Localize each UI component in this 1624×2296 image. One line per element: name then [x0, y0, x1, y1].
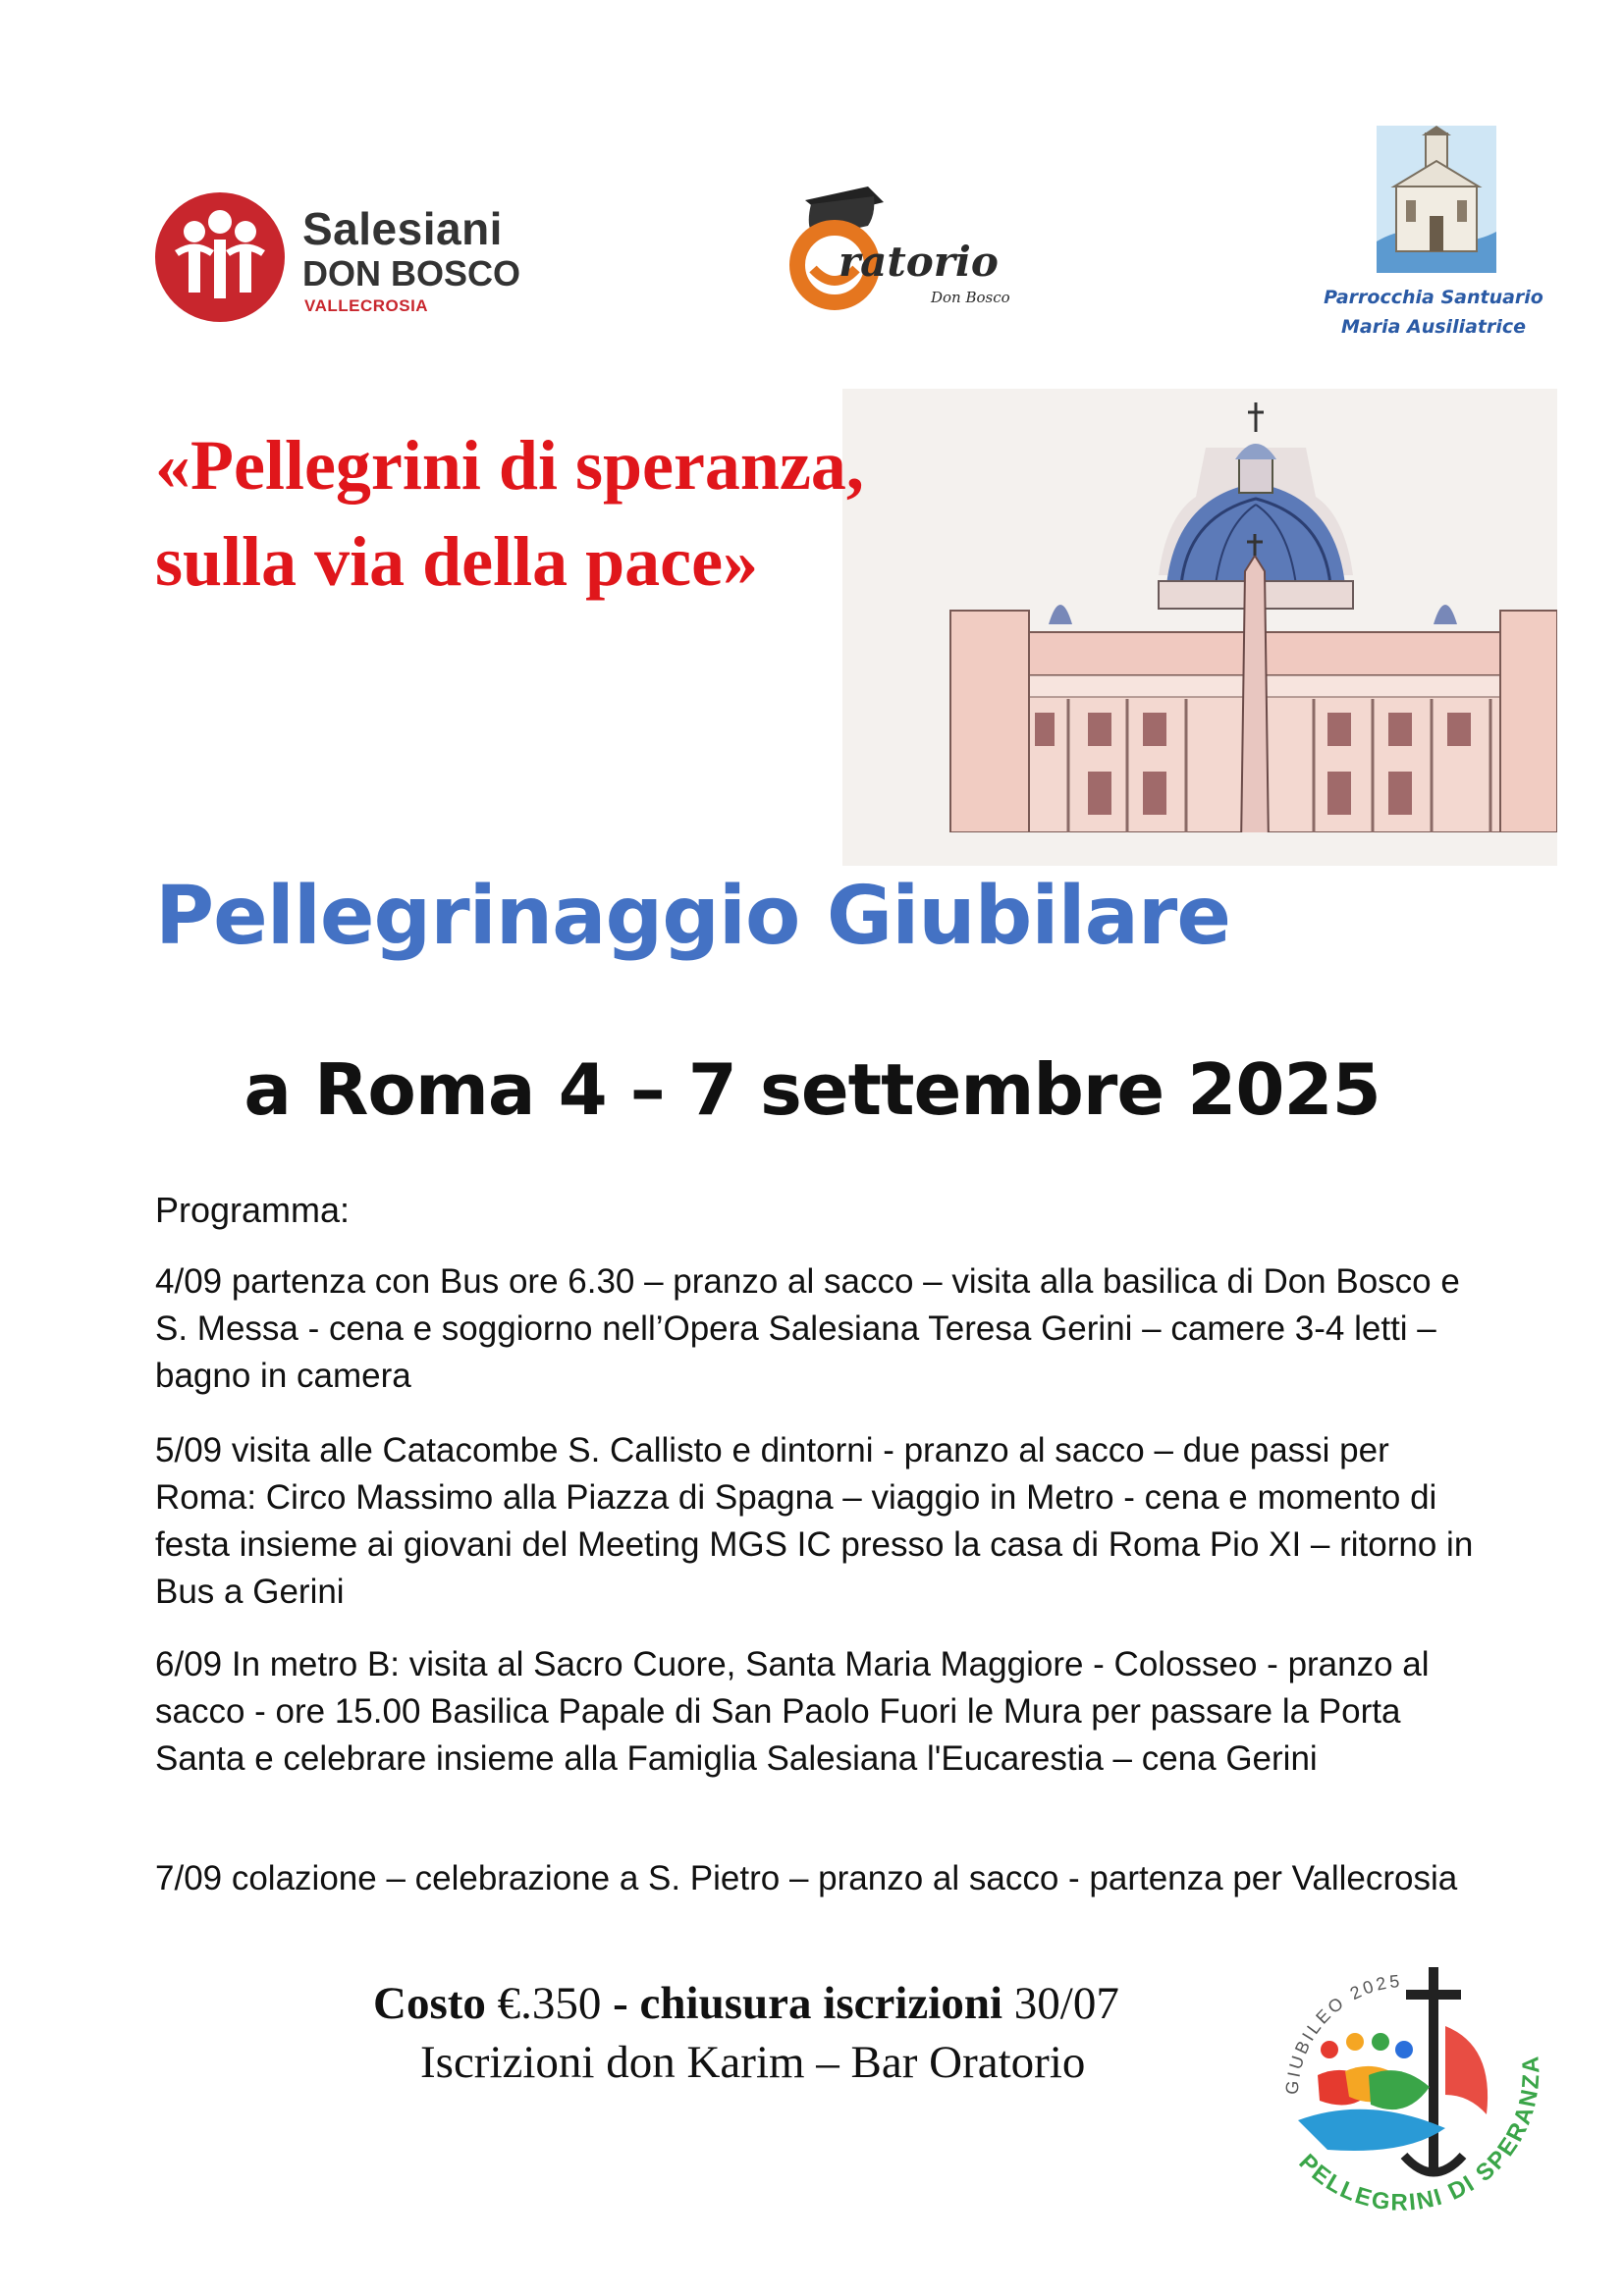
title-line-2: sulla via della pace»	[155, 522, 759, 601]
cost-line	[373, 1977, 1119, 2030]
salesiani-emblem-icon	[155, 192, 285, 322]
church-icon	[1377, 126, 1496, 273]
parrocchia-line-2: Maria Ausiliatrice	[1340, 316, 1527, 338]
program-label: Programma:	[155, 1190, 351, 1230]
oratorio-logo	[785, 179, 1051, 316]
program-day-3: 6/09 In metro B: visita al Sacro Cuore, Santa Maria Maggiore - Colosseo - pranzo al sacco - ore 15.00 Basilica Papale di San Paolo Fuori le Mura per passare la Porta Santa e celebrare insieme alla Famiglia Salesiana l'Eucarestia – cena Gerini	[155, 1645, 1430, 1778]
parrocchia-logo-text	[1316, 283, 1551, 342]
salesiani-logo-city: VALLECROSIA	[304, 296, 429, 315]
program-day-1: 4/09 partenza con Bus ore 6.30 – pranzo al sacco – visita alla basilica di Don Bosco e S. Messa - cena e soggiorno nell’Opera Salesiana Teresa Gerini – camere 3-4 letti – bagno in camera	[155, 1262, 1460, 1395]
giubileo-bottom-text: PELLEGRINI DI SPERANZA	[1293, 2054, 1545, 2216]
salesiani-logo-sub: DON BOSCO	[302, 253, 521, 294]
cost-separator: -	[613, 1978, 628, 2029]
salesiani-logo	[155, 192, 568, 330]
oratorio-logo-name: ratorio	[839, 238, 999, 286]
giubileo-top-text: GIUBILEO 2025	[1281, 1970, 1404, 2096]
closing-date: 30/07	[1013, 1978, 1119, 2029]
cost-label: Costo	[373, 1978, 486, 2029]
oratorio-logo-sub: Don Bosco	[931, 289, 1010, 306]
parrocchia-line-1: Parrocchia Santuario	[1324, 287, 1543, 308]
registration-info: Iscrizioni don Karim – Bar Oratorio	[420, 2037, 1086, 2088]
title-line-1: «Pellegrini di speranza,	[155, 426, 864, 505]
salesiani-logo-name: Salesiani	[302, 203, 503, 254]
st-peters-basilica-illustration	[842, 389, 1557, 866]
program-day-4: 7/09 colazione – celebrazione a S. Pietro – pranzo al sacco - partenza per Vallecrosia	[155, 1859, 1458, 1897]
sub-heading: a Roma 4 – 7 settembre 2025	[244, 1048, 1380, 1131]
closing-label: chiusura iscrizioni	[639, 1978, 1003, 2029]
program-day-2: 5/09 visita alle Catacombe S. Callisto e dintorni - pranzo al sacco – due passi per Roma: Circo Massimo alla Piazza di Spagna – viaggio in Metro - cena e momento di festa insieme ai giovani del Meeting MGS IC presso la casa di Roma Pio XI – ritorno in Bus a Gerini	[155, 1431, 1474, 1611]
cost-value: €.350	[497, 1978, 602, 2029]
giubileo-2025-logo	[1259, 1948, 1553, 2242]
event-title	[155, 417, 864, 610]
main-heading: Pellegrinaggio Giubilare	[155, 870, 1230, 963]
parrocchia-logo	[1316, 126, 1551, 351]
